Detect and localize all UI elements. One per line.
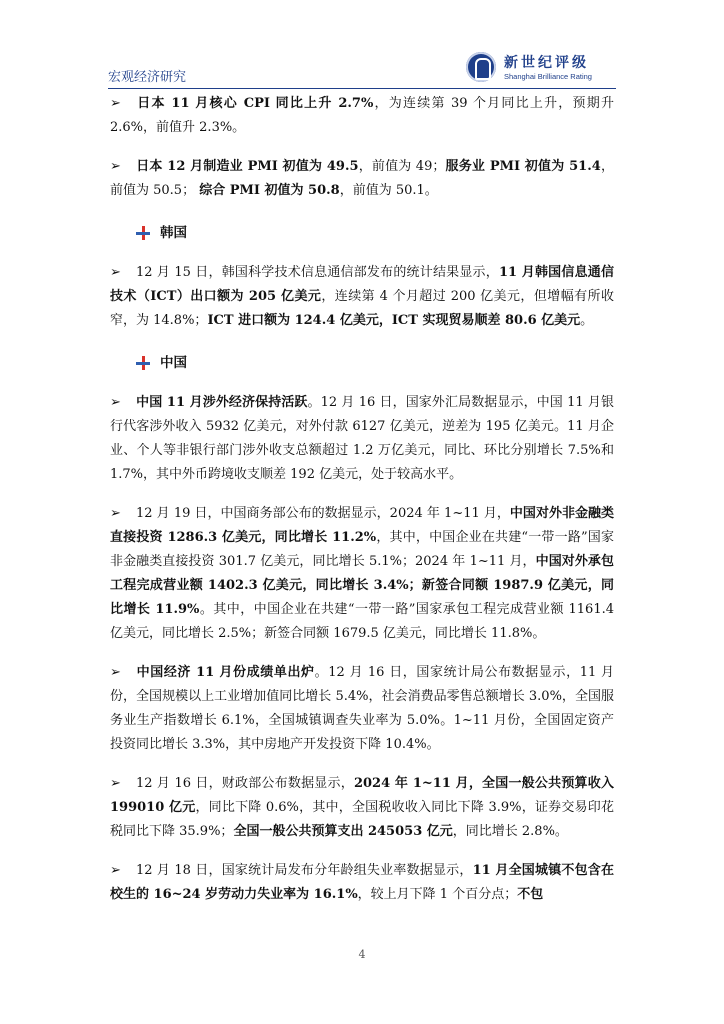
section-heading-korea	[110, 218, 614, 248]
section-title: 中国	[160, 355, 187, 371]
paragraph-china-unemployment: ➢ 12 月 18 日，国家统计局发布分年龄组失业率数据显示，11 月全国城镇不包含在校生的 16~24 岁劳动力失业率为 16.1%，较上月下降 1 个百分点；不包	[110, 859, 614, 907]
logo-chinese-name: 新世纪评级	[504, 55, 589, 71]
document-body	[110, 92, 614, 922]
arrow-bullet-icon: ➢	[110, 265, 121, 280]
section-bullet-icon	[136, 226, 150, 240]
paragraph-japan-cpi: ➢ 日本 11 月核心 CPI 同比上升 2.7%，为连续第 39 个月同比上升，预期升 2.6%，前值升 2.3%。	[110, 92, 614, 140]
arrow-bullet-icon: ➢	[110, 395, 121, 410]
arrow-bullet-icon: ➢	[110, 863, 121, 878]
paragraph-china-fiscal: ➢ 12 月 16 日，财政部公布数据显示，2024 年 1~11 月，全国一般公共预算收入 199010 亿元，同比下降 0.6%，其中，全国税收收入同比下降 3.9%，证券交易印花税同比下降 35.9%；全国一般公共预算支出 245053 亿元，同比增长 2.8%。	[110, 772, 614, 844]
section-heading-china	[110, 348, 614, 378]
paragraph-china-economy: ➢ 中国经济 11 月份成绩单出炉。12 月 16 日，国家统计局公布数据显示，11 月份，全国规模以上工业增加值同比增长 5.4%，社会消费品零售总额增长 3.0%，全国服务业生产指数增长 6.1%，全国城镇调查失业率为 5.0%。1~11 月份，全国固定资产投资同比增长 3.3%，其中房地产开发投资下降 10.4%。	[110, 661, 614, 757]
company-logo	[466, 52, 616, 84]
page-number: 4	[358, 948, 366, 961]
arrow-bullet-icon: ➢	[110, 776, 121, 791]
section-bullet-icon	[136, 356, 150, 370]
arrow-bullet-icon: ➢	[110, 665, 121, 680]
arrow-bullet-icon: ➢	[110, 159, 121, 174]
paragraph-japan-pmi: ➢ 日本 12 月制造业 PMI 初值为 49.5，前值为 49；服务业 PMI 初值为 51.4，前值为 50.5； 综合 PMI 初值为 50.8，前值为 50.1。	[110, 155, 614, 203]
header-title: 宏观经济研究	[108, 70, 187, 85]
logo-emblem-icon	[466, 52, 496, 82]
paragraph-china-odi: ➢ 12 月 19 日，中国商务部公布的数据显示，2024 年 1~11 月，中国对外非金融类直接投资 1286.3 亿美元，同比增长 11.2%，其中，中国企业在共建“一带一路”国家非金融类直接投资 301.7 亿美元，同比增长 5.1%；2024 年 1~11 月，中国对外承包工程完成营业额 1402.3 亿美元，同比增长 3.4%；新签合同额 1987.9 亿美元，同比增长 11.9%。其中，中国企业在共建“一带一路”国家承包工程完成营业额 1161.4 亿美元，同比增长 2.5%；新签合同额 1679.5 亿美元，同比增长 11.8%。	[110, 502, 614, 646]
section-title: 韩国	[160, 225, 187, 241]
logo-english-name: Shanghai Brilliance Rating	[504, 72, 592, 81]
page-header	[108, 48, 616, 89]
arrow-bullet-icon: ➢	[110, 96, 121, 111]
arrow-bullet-icon: ➢	[110, 506, 121, 521]
paragraph-korea-ict: ➢ 12 月 15 日，韩国科学技术信息通信部发布的统计结果显示，11 月韩国信息通信技术（ICT）出口额为 205 亿美元，连续第 4 个月超过 200 亿美元，但增幅有所收窄，为 14.8%；ICT 进口额为 124.4 亿美元，ICT 实现贸易顺差 80.6 亿美元。	[110, 261, 614, 333]
paragraph-china-foreign-exchange: ➢ 中国 11 月涉外经济保持活跃。12 月 16 日，国家外汇局数据显示，中国 11 月银行代客涉外收入 5932 亿美元，对外付款 6127 亿美元，逆差为 195 亿美元。11 月企业、个人等非银行部门涉外收支总额超过 1.2 万亿美元，同比、环比分别增长 7.5%和 1.7%，其中外币跨境收支顺差 192 亿美元，处于较高水平。	[110, 391, 614, 487]
